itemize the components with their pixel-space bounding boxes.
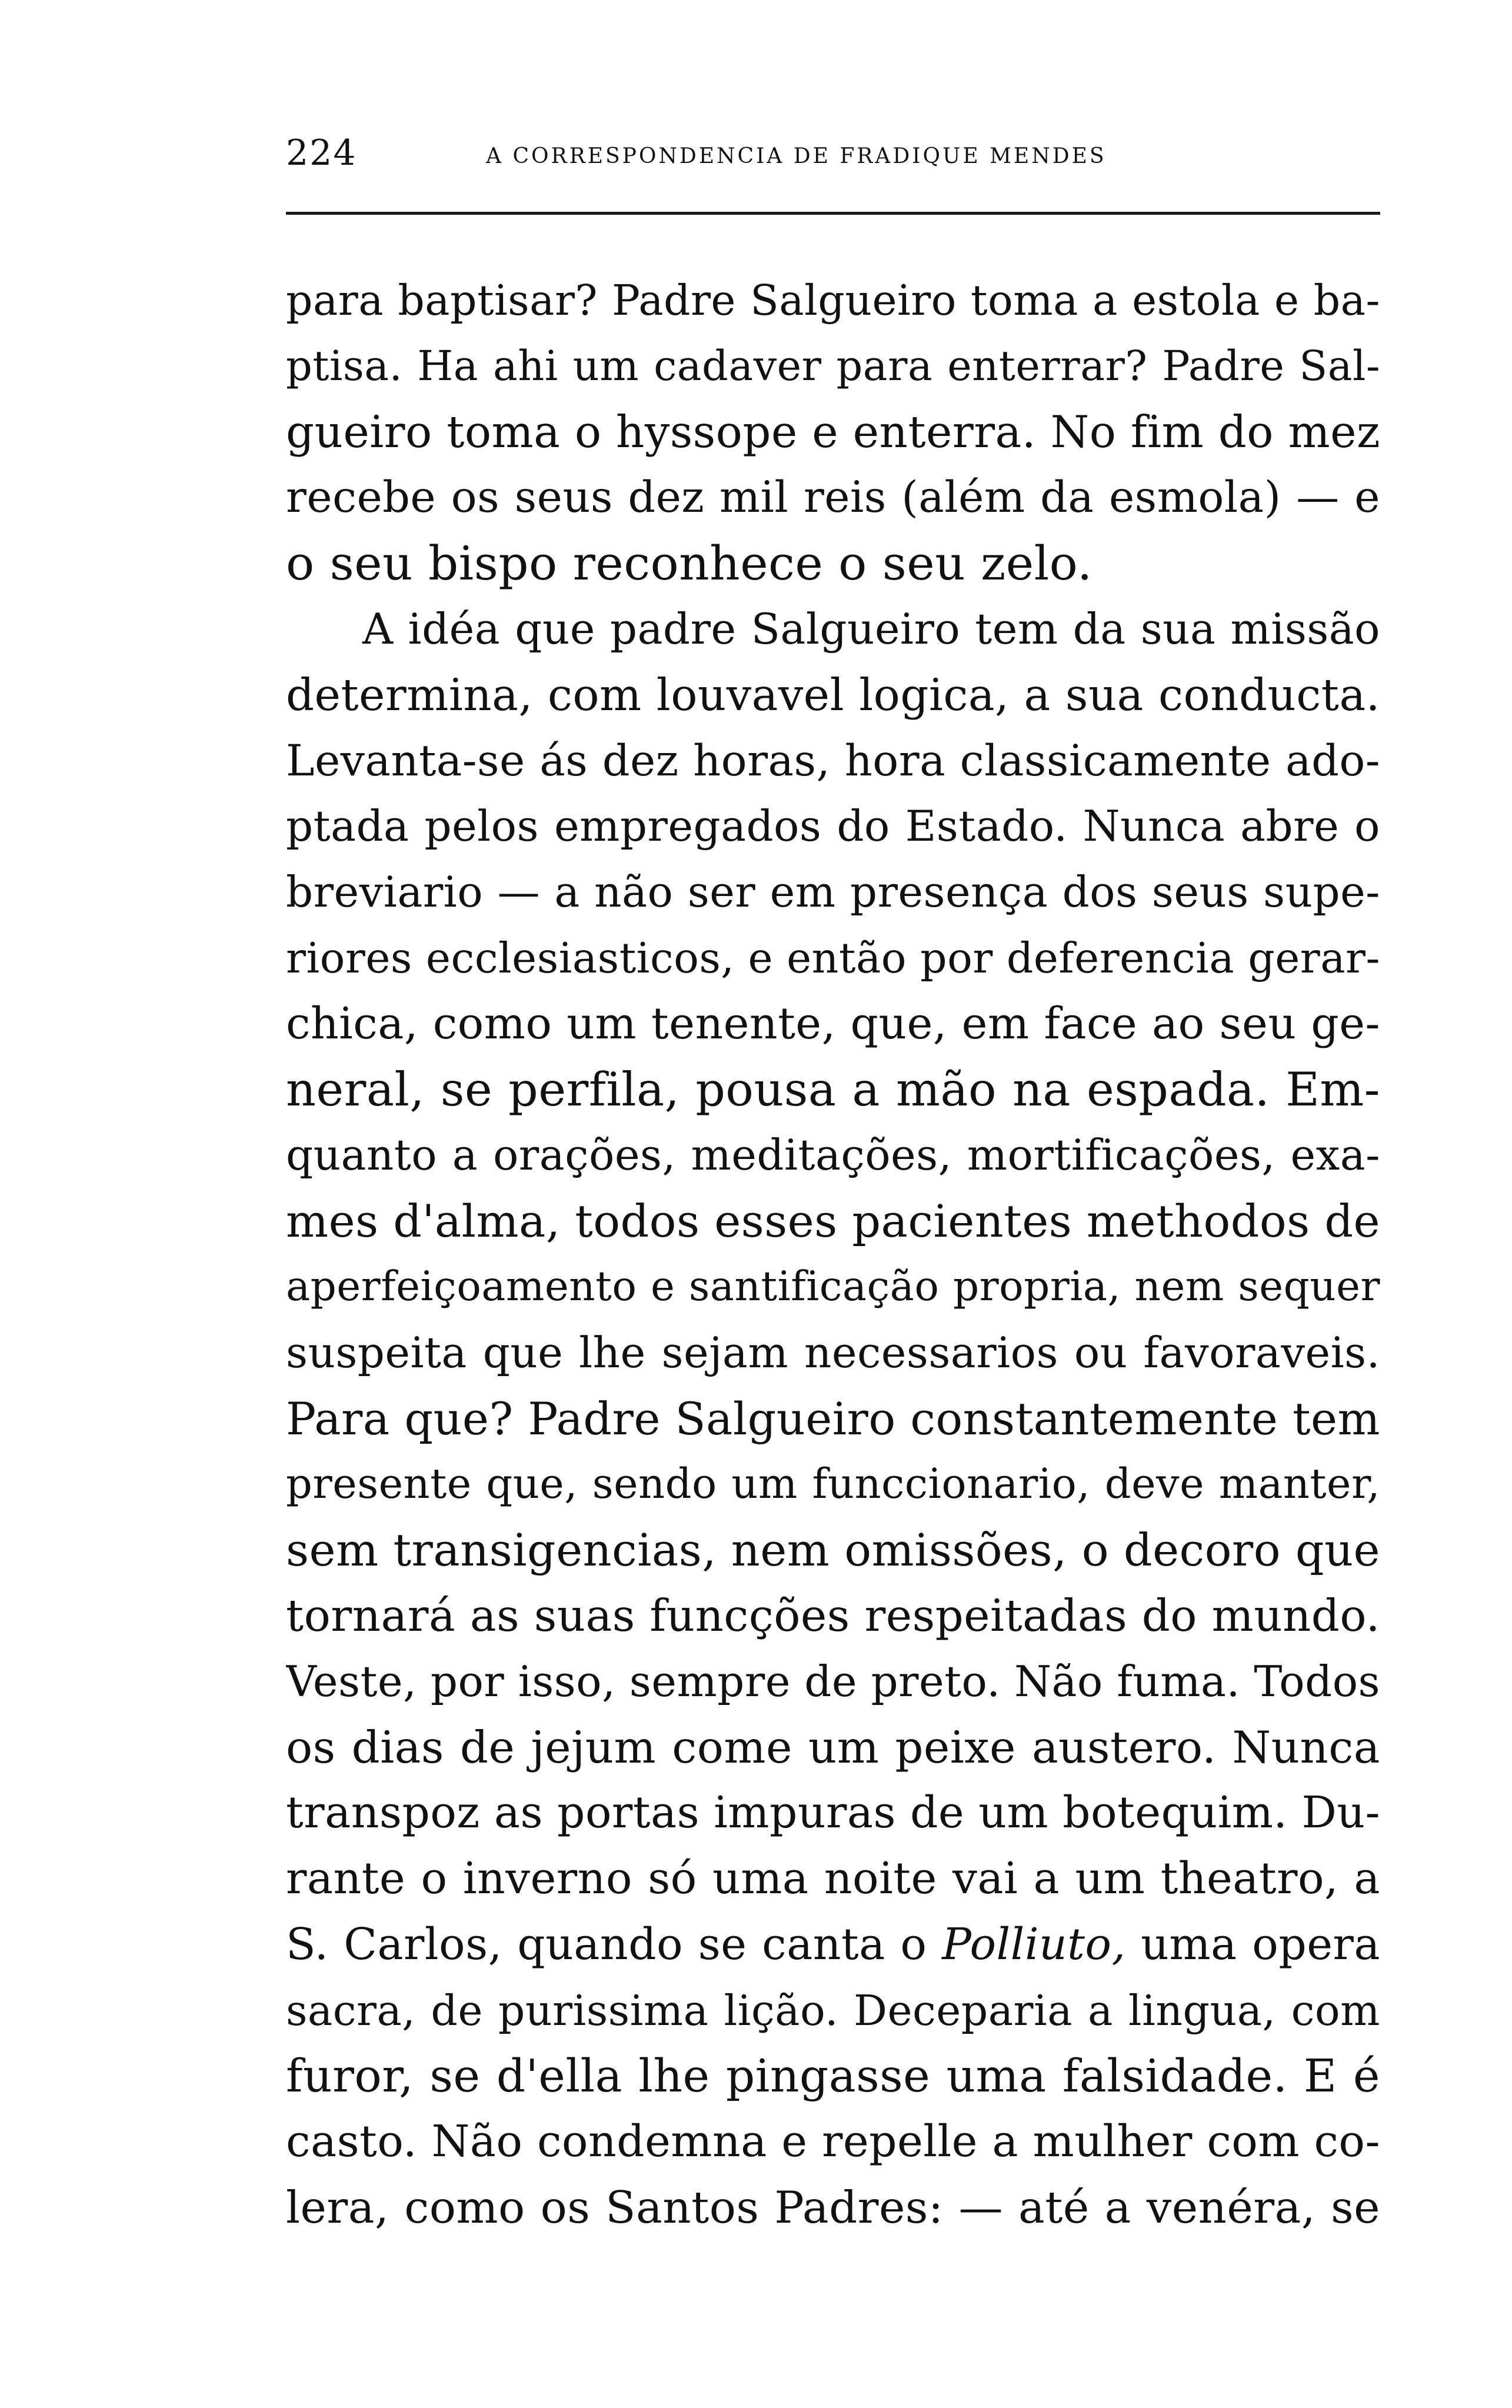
text-line: riores ecclesiasticos, e então por deferencia gerar- (286, 933, 1380, 982)
text-segment: uma opera (1125, 1919, 1380, 1970)
text-line: A idéa que padre Salgueiro tem da sua missão (362, 604, 1380, 654)
text-line: suspeita que lhe sejam necessarios ou favoraveis. (286, 1327, 1380, 1377)
text-line: mes d'alma, todos esses pacientes methodos de (286, 1195, 1380, 1248)
text-line: rante o inverno só uma noite vai a um theatro, a (286, 1853, 1380, 1904)
text-line: para baptisar? Padre Salgueiro toma a estola e ba- (286, 276, 1380, 325)
text-line: Para que? Padre Salgueiro constantemente tem (286, 1392, 1380, 1445)
text-line: sem transigencias, nem omissões, o decoro que (286, 1524, 1380, 1577)
text-line: casto. Não condemna e repelle a mulher com co- (286, 2116, 1380, 2167)
text-line: lera, como os Santos Padres: — até a venéra, se (286, 2181, 1380, 2234)
text-line: Veste, por isso, sempre de preto. Não fuma. Todos (286, 1656, 1380, 1706)
text-line: transpoz as portas impuras de um botequim. Du- (286, 1787, 1380, 1839)
text-segment: S. Carlos, quando se canta o (286, 1919, 942, 1970)
text-line: sacra, de purissima lição. Deceparia a lingua, com (286, 1986, 1380, 2035)
text-line: chica, como um tenente, que, em face ao seu ge- (286, 998, 1380, 1049)
text-line: os dias de jejum come um peixe austero. Nunca (286, 1721, 1380, 1773)
header-rule (286, 212, 1380, 215)
text-line: recebe os seus dez mil reis (além da esmola) — e (286, 472, 1380, 523)
opera-title: Polliuto, (942, 1919, 1126, 1970)
text-line: neral, se perfila, pousa a mão na espada. Em- (286, 1062, 1380, 1117)
text-line: ptada pelos empregados do Estado. Nunca abre o (286, 801, 1380, 851)
running-head (286, 126, 1380, 179)
text-line: ptisa. Ha ahi um cadaver para enterrar? Padre Sal- (286, 341, 1380, 390)
text-line: presente que, sendo um funccionario, deve manter, (286, 1460, 1380, 1508)
text-line: breviario — a não ser em presença dos seus supe- (286, 867, 1380, 917)
text-line: determina, com louvavel logica, a sua conducta. (286, 668, 1380, 721)
running-title: A CORRESPONDENCIA DE FRADIQUE MENDES (486, 144, 1107, 168)
text-line: Levanta-se ás dez horas, hora classicamente ado- (286, 735, 1380, 786)
text-line: tornará as suas funcções respeitadas do mundo. (286, 1589, 1380, 1641)
text-line: furor, se d'ella lhe pingasse uma falsidade. E é (286, 2050, 1380, 2103)
page-number: 224 (286, 132, 357, 174)
text-line (286, 1912, 1380, 1978)
text-line: quanto a orações, meditações, mortificações, exa- (286, 1130, 1380, 1180)
body-text (286, 268, 1380, 2241)
text-line: gueiro toma o hyssope e enterra. No fim do mez (286, 405, 1380, 458)
text-line: o seu bispo reconhece o seu zelo. (286, 536, 1093, 591)
text-line: aperfeiçoamento e santificação propria, nem sequer (286, 1263, 1380, 1310)
